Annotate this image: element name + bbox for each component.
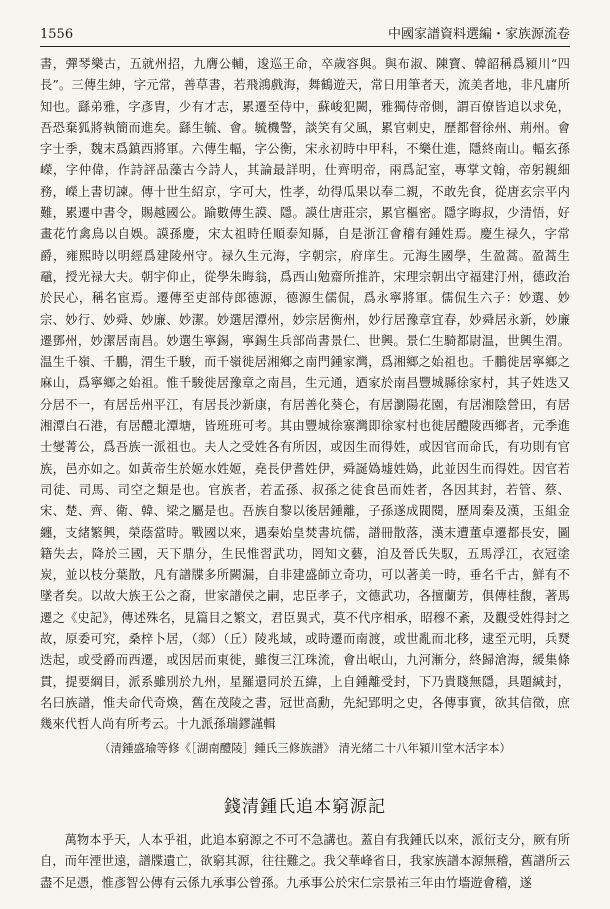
section-text (40, 830, 570, 894)
page-header (40, 18, 570, 42)
book-title: 中國家譜資料選編・家族源流卷 (387, 27, 570, 42)
main-text (40, 54, 570, 736)
section-paragraph: 萬物本乎天，人本乎祖，此追本窮源之不可不急講也。蓋自有我鍾氏以來，派衍支分，厥有所自，而年湮世遠，譜牒遺亡，欲窮其源，往往難之。我父華峰省日，我家族譜本源無稽，舊譜所云盡不足憑，惟彥智公傳有云係九承事公曾孫。九承事公於宋仁宗景祐三年由竹墻遊會稽，遂 (40, 833, 570, 890)
body-paragraph: 書，彈琴樂古，五就州招，九膺公輔，逡巡王命，卒歲容與。與布淑、陳寶、韓韶稱爲潁川“四長”。三傳生紳，字元常，善草書，若飛鴻戲海，舞鶴遊天，常日用筆者天，流美者地，非凡庸所知也。繇弟雅，字彥胄，少有才志，累遷至侍中，蘇峻犯闕，雅獨侍帝側，謂百僚皆追以求免，吾恐棄狐將執簡而進矣。繇生毓、會。毓機警，談笑有父風，累官刺史，歷都督徐州、荊州。會字士季，魏末爲鎮西將軍。六傳生輻，字公衡，宋永初時中甲科，不樂仕進，隱終南山。輻玄孫嶸，字仲偉，作詩評品藻古今詩人，其論最詳明，仕齊明帝，兩爲記室，專掌文翰，帝躬親細務，嶸上書切諫。傳十世生紹京，字可大，性孝，幼得瓜果以奉二親，不敢先食，從唐玄宗平内難，累遷中書令，賜越國公。踰數傳生謨、隱。謨仕唐莊宗，累官樞密。隱字晦叔，少清悟，好畫花竹禽鳥以自娛。謨孫慶，宋太祖時任順泰知縣，自是浙江會稽有鍾姓焉。慶生禄久，字常爵，雍熙時以明經爲建陵州守。禄久生元海，字朝宗，府庠生。元海生國學，生盈蒿。盈蒿生黿，授光禄大夫。朝宇仰止，從學朱晦翁，爲西山勉齋所推許，宋理宗朝出守福建汀州，德政治於民心，稱名宦焉。遷傳至吏部侍郎德源，德源生儒侃，爲永寧將軍。儒侃生六子：妙選、妙宗、妙行、妙舜、妙廉、妙潔。妙選居潭州，妙宗居衡州，妙行居豫章宜春，妙舜居永新，妙廉遷鄧州，妙潔居南昌。妙選生寧錫，寧錫生兵部尚書景仁、世興。景仁生騎都尉温，世興生渭。温生千嶺、千鵬，渭生千駿，而千嶺徙居湘鄉之南門鍾家灣，爲湘鄉之始祖也。千鵬徙居寧鄉之麻山，爲寧鄉之始祖。惟千駿徙居豫章之南昌，生元通，迺家於南昌豐城縣徐家村，其子姓迭又分居不一，有居岳州平江，有居長沙新康，有居善化葵仑，有居瀏陽花園，有居湘陰營田，有居湘潭白石港，有居醴北潭塘，皆班班可考。其由豐城徐寨灣即徐家村也徙居醴陵西鄉者，元季進士燮菁公，爲吾族一派祖也。夫人之受姓各有所因，或因生而得姓，或因官而命氏，有功則有官族，邑亦如之。如黃帝生於姬水姓姬，堯長伊耆姓伊，舜誕媯墟姓媯，此並因生而得姓。因官若司徒、司馬、司空之類是也。官族者，若孟孫、叔孫之徒食邑而姓者，各因其封，若管、蔡、宋、楚、齊、衛、韓、梁之屬是也。吾族自黎以後居鍾離，子孫遂成閥閱，歷周秦及漢，玉組金纏，支緒繁興，榮蔭當時。戰國以來，遇秦始皇焚書坑儒，譜冊散落，漢末遭董卓遷都長安，圖籍失去，降於三國，天下鼎分，生民惟習武功，罔知文藝，洎及晉氏失馭，五馬浮江，衣冠塗炭，並以枝分葉散，凡有譜牒多所闕漏，自非建盛師立奇功，可以著美一時，垂名千古，鮮有不墜者矣。以故大族王公之裔，世家譜侯之嗣，忠臣孝子，文德武功，各擅蘭芳，俱傳桂馥，著馬遷之《史記》，傳述殊名，見篇目之繁文，君臣異式，莫不代序相承，昭穆不紊，及觀受姓得封之故，原委可究，桑梓卜居，（郯）（丘）陵兆域，或時遷而南渡，或世亂而北移，逮至元明，兵燹迭起，或受爵而西遷，或因居而東徙，雖復三江珠流，會出岷山，九河漸分，終歸滄海，緩集條貫，提要綱目，派系雖別於九州，星羅還同於五緯，上自鍾離受封，下乃貴賤無隱，具題緘封，名曰族譜，惟夫命代奇煥，舊在茂陵之書，冠世高勳，先紀郢明之史，各傳事實，欲其信徵，庶幾來代哲人尚有所考云。十九派孫瑞鏐謹輯 (40, 57, 570, 732)
section-title: 錢清鍾氏追本窮源記 (224, 797, 386, 817)
source-citation: （清鍾盛瑜等修《［湖南醴陵］鍾氏三修族譜》 清光緒二十八年潁川堂木活字本） (99, 741, 511, 755)
page-number: 1556 (40, 27, 74, 42)
header-rule (40, 46, 570, 47)
